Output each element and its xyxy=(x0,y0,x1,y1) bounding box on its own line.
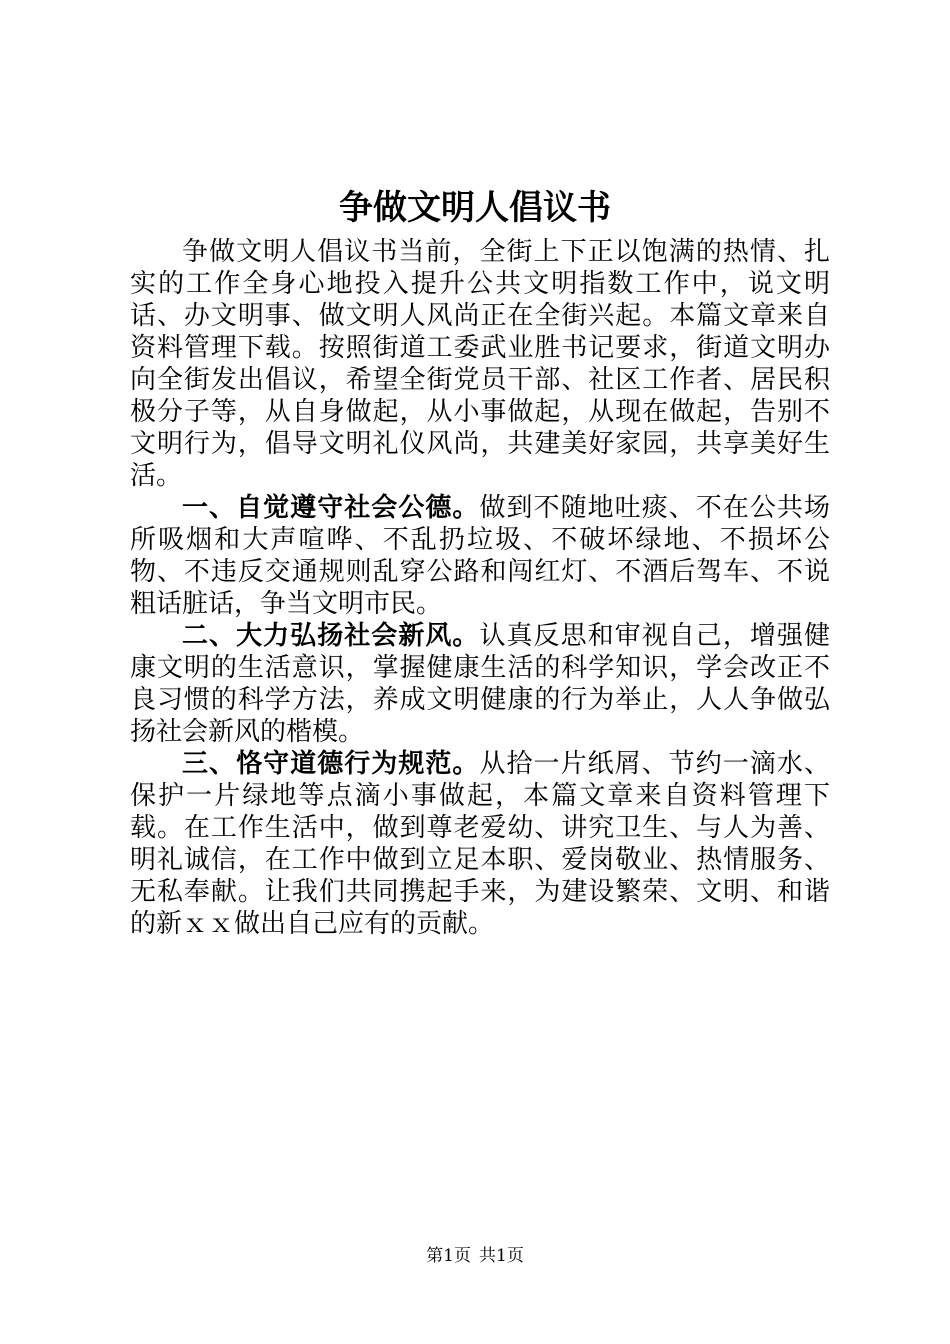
document-title: 争做文明人倡议书 xyxy=(339,188,611,228)
section-heading-3: 三、恪守道德行为规范。 xyxy=(182,749,480,779)
section-paragraph-1 xyxy=(130,492,830,620)
section-paragraph-2 xyxy=(130,620,830,748)
document-body xyxy=(130,236,830,940)
page-footer xyxy=(0,1244,950,1268)
intro-paragraph: 争做文明人倡议书当前，全街上下正以饱满的热情、扎实的工作全身心地投入提升公共文明指数工作中，说文明话、办文明事、做文明人风尚正在全街兴起。本篇文章来自资料管理下载。按照街道工委武业胜书记要求，街道文明办向全街发出倡议，希望全街党员干部、社区工作者、居民积极分子等，从自身做起，从小事做起，从现在做起，告别不文明行为，倡导文明礼仪风尚，共建美好家园，共享美好生活。 xyxy=(130,237,830,491)
section-heading-1: 一、自觉遵守社会公德。 xyxy=(182,493,480,523)
section-text-1: 做到不随地吐痰、不在公共场所吸烟和大声喧哗、不乱扔垃圾、不破坏绿地、不损坏公物、不违反交通规则乱穿公路和闯红灯、不酒后驾车、不说粗话脏话，争当文明市民。 xyxy=(130,493,830,619)
page-number: 第1页 xyxy=(426,1246,471,1266)
section-paragraph-3 xyxy=(130,748,830,940)
section-text-2: 认真反思和审视自己，增强健康文明的生活意识，掌握健康生活的科学知识，学会改正不良习惯的科学方法，养成文明健康的行为举止，人人争做弘扬社会新风的楷模。 xyxy=(130,621,830,747)
section-heading-2: 二、大力弘扬社会新风。 xyxy=(182,621,480,651)
section-text-3: 从拾一片纸屑、节约一滴水、保护一片绿地等点滴小事做起，本篇文章来自资料管理下载。在工作生活中，做到尊老爱幼、讲究卫生、与人为善、明礼诚信，在工作中做到立足本职、爱岗敬业、热情服务、无私奉献。让我们共同携起手来，为建设繁荣、文明、和谐的新ｘｘ做出自己应有的贡献。 xyxy=(130,749,830,939)
page-total: 共1页 xyxy=(479,1246,524,1266)
